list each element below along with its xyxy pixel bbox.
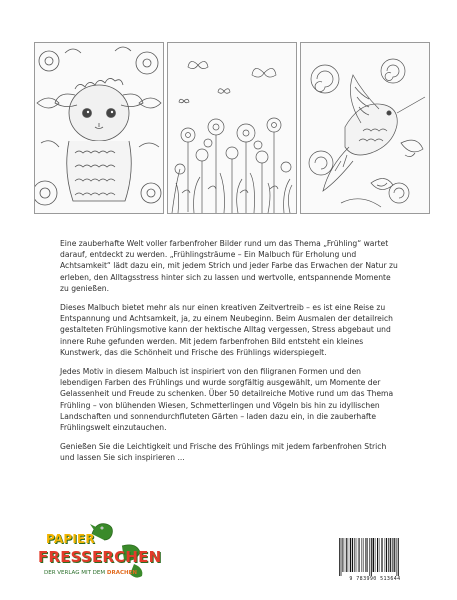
barcode-bar xyxy=(397,538,398,576)
logo-word-papier: PAPIER xyxy=(46,532,95,546)
barcode-bar xyxy=(375,538,376,572)
barcode-bar xyxy=(354,538,355,572)
barcode-bar xyxy=(348,538,349,572)
barcode-bar xyxy=(386,538,387,572)
barcode-bar xyxy=(381,538,382,572)
paragraph-intro: Eine zauberhafte Welt voller farbenfroher Bilder rund um das Thema „Frühling“ wartet darauf, entdeckt zu werden. „Frühlingsträume – Ein Malbuch für Erholung und Achtsamkeit“ lädt dazu ein, mit jedem Strich und jeder Farbe das Erwachen der Natur zu erleben, den Alltagsstress hinter sich zu lassen und wertvolle, entspannende Momente zu genießen. xyxy=(60,239,398,293)
blurb-text xyxy=(60,238,398,472)
barcode-bar xyxy=(367,538,368,572)
barcode-bar xyxy=(362,538,363,572)
logo-tagline-brand: DRACHEN xyxy=(106,570,137,576)
logo-tagline xyxy=(44,570,137,576)
barcode-bar xyxy=(359,538,360,572)
barcode-bar xyxy=(344,538,345,572)
barcode-bar xyxy=(373,538,374,572)
barcode-bar xyxy=(352,538,353,572)
lamb-illustration xyxy=(34,42,164,214)
barcode-bar xyxy=(371,538,372,576)
logo-tagline-prefix: DER VERLAG MIT DEM xyxy=(44,570,106,576)
barcode-bar xyxy=(394,538,395,572)
hummingbird-illustration xyxy=(300,42,430,214)
hummingbird-drawing xyxy=(301,43,429,213)
barcode-bar xyxy=(390,538,391,572)
logo-word-fresserchen: FRESSERCHEN xyxy=(38,548,162,566)
paragraph-motifs: Jedes Motiv in diesem Malbuch ist inspiriert von den filigranen Formen und den lebendigen Farben des Frühlings und wurde sorgfältig ausgewählt, um Momente der Gelassenheit und Freude zu schenken. Über 50 detailreiche Motive rund um das Thema Frühling – von blühenden Wiesen, Schmetterlingen und Vögeln bis hin zu idyllischen Landschaften und sonnendurchfluteten Gärten – laden dazu ein, in die zauberhafte Frühlingswelt einzutauchen. xyxy=(60,367,394,433)
barcode-bar xyxy=(377,538,378,572)
barcode-bar xyxy=(350,538,351,572)
barcode-bar xyxy=(339,538,340,576)
paragraph-closing: Genießen Sie die Leichtigkeit und Frische des Frühlings mit jedem farbenfrohen Strich und lassen Sie sich inspirieren ... xyxy=(60,442,387,463)
barcode-bar xyxy=(392,538,393,572)
isbn-barcode xyxy=(333,536,417,586)
barcode-icon xyxy=(333,536,417,576)
barcode-bar xyxy=(358,538,359,572)
meadow-drawing xyxy=(168,43,296,213)
barcode-bar xyxy=(385,538,386,572)
meadow-illustration xyxy=(167,42,297,214)
barcode-bar xyxy=(379,538,380,572)
barcode-bar xyxy=(365,538,366,572)
barcode-bar xyxy=(382,538,383,572)
lamb-drawing xyxy=(35,43,163,213)
barcode-bar xyxy=(341,538,342,576)
barcode-bar xyxy=(369,538,370,576)
isbn-number: 9 783990 513644 xyxy=(349,576,401,582)
barcode-bar xyxy=(398,538,399,576)
barcode-bar xyxy=(356,538,357,572)
barcode-bar xyxy=(342,538,343,572)
barcode-bar xyxy=(363,538,364,572)
barcode-bar xyxy=(388,538,389,572)
barcode-bar xyxy=(346,538,347,572)
paragraph-relaxation: Dieses Malbuch bietet mehr als nur einen kreativen Zeitvertreib – es ist eine Reise zu Entspannung und Achtsamkeit, ja, zu einem Neubeginn. Beim Ausmalen der detailreich gestalteten Frühlingsmotive kann der hektische Alltag vergessen, Stress abgebaut und innere Ruhe gefunden werden. Mit jedem farbenfrohen Bild entsteht ein kleines Kunstwerk, das die Schönheit und Frische des Frühlings widerspiegelt. xyxy=(60,303,393,357)
publisher-logo xyxy=(34,522,162,588)
